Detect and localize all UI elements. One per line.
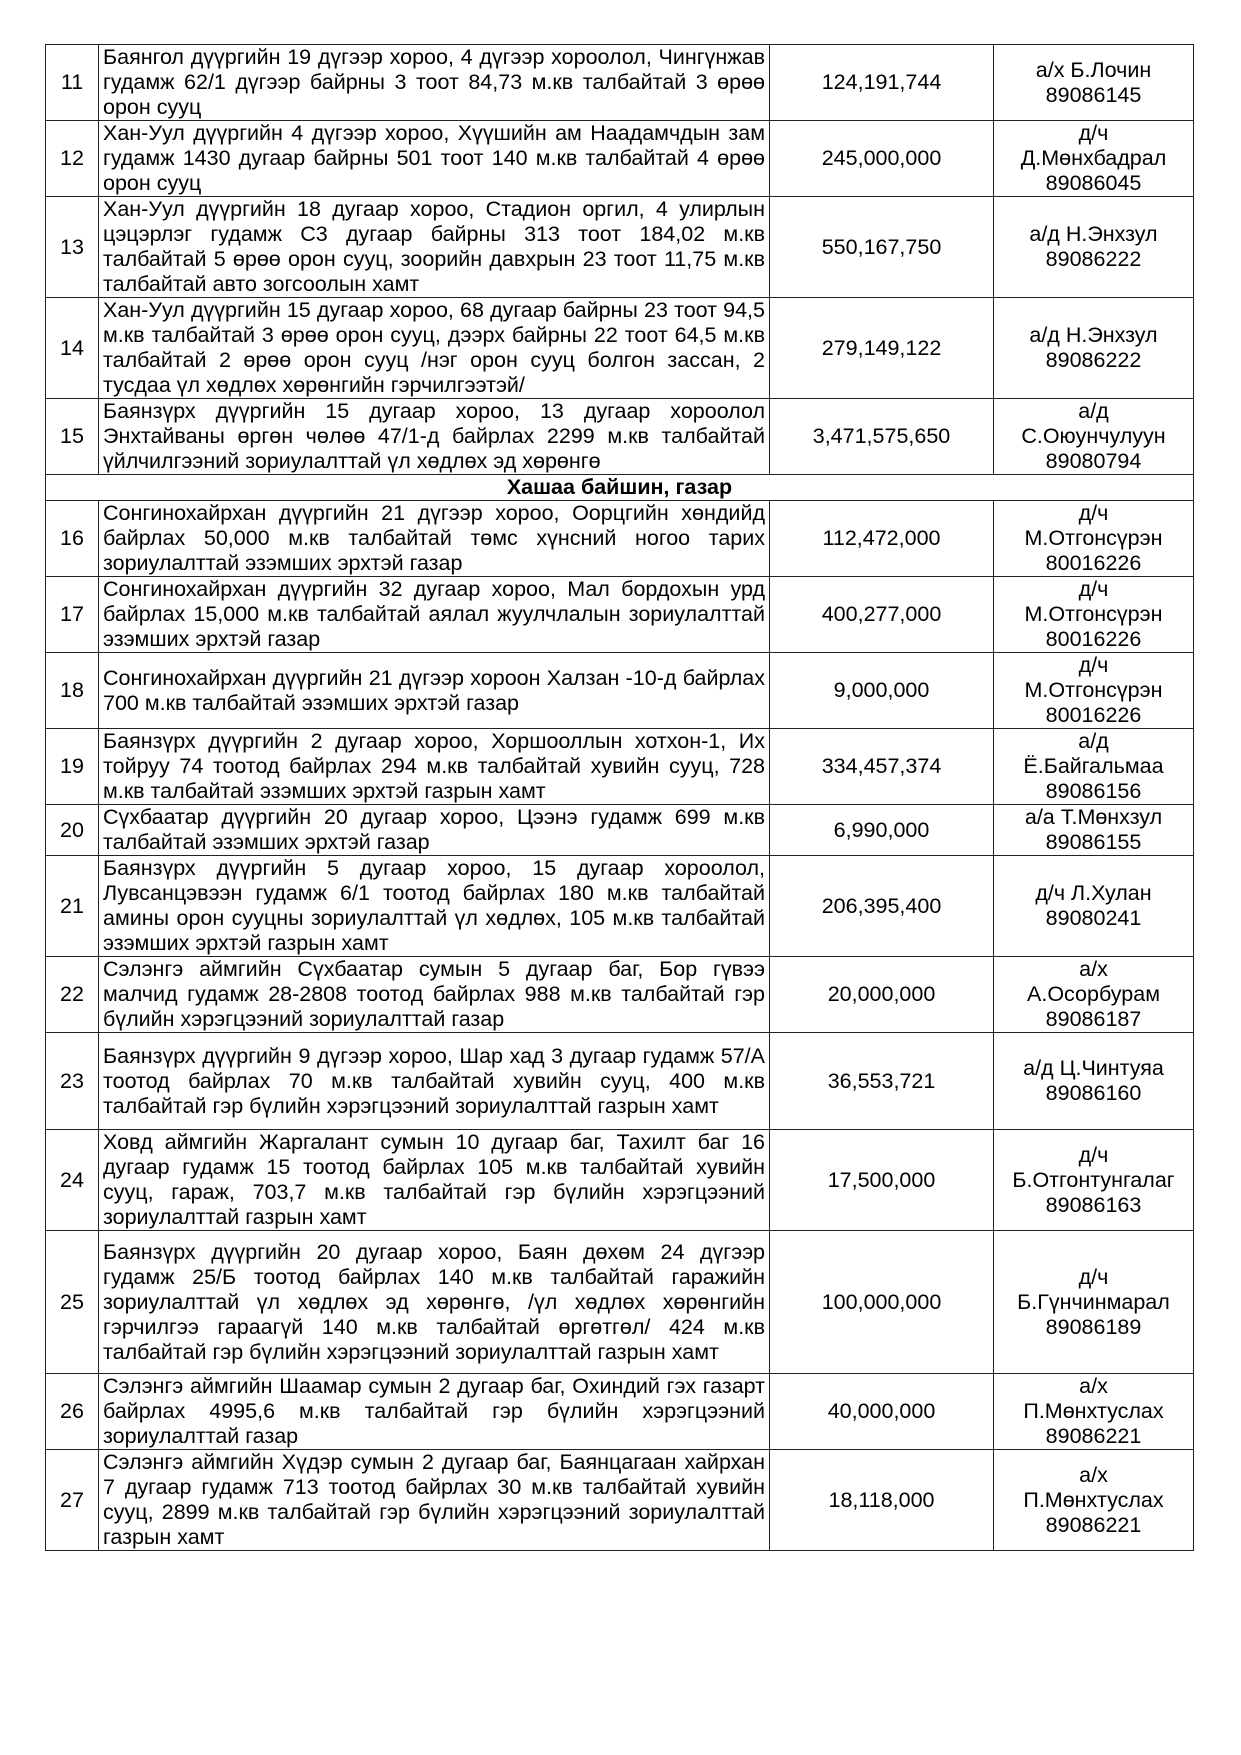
contact-cell xyxy=(994,1130,1194,1231)
property-price: 550,167,750 xyxy=(770,197,994,298)
contact-phone: 80016226 xyxy=(1045,627,1142,651)
table-row xyxy=(46,856,1194,957)
listing-table-body xyxy=(46,45,1194,1551)
contact-cell xyxy=(994,399,1194,475)
row-number: 13 xyxy=(46,197,99,298)
table-row xyxy=(46,1231,1194,1374)
contact-cell xyxy=(994,298,1194,399)
contact-cell xyxy=(994,45,1194,121)
row-number: 26 xyxy=(46,1374,99,1450)
row-number: 15 xyxy=(46,399,99,475)
property-price: 6,990,000 xyxy=(770,805,994,856)
contact-name: а/х Б.Лочин xyxy=(1035,57,1152,82)
row-number: 23 xyxy=(46,1033,99,1130)
row-number: 19 xyxy=(46,729,99,805)
property-description: Сонгинохайрхан дүүргийн 21 дүгээр хороо, Оорцгийн хөндийд байрлах 50,000 м.кв талбайтай төмс хүнсний ногоо тарих зориулалттай эзэмших эрхтэй газар xyxy=(99,501,770,577)
contact-phone: 89086156 xyxy=(1045,779,1142,803)
property-price: 400,277,000 xyxy=(770,577,994,653)
contact-name: Б.Гүнчинмарал xyxy=(1017,1289,1170,1314)
contact-phone: 89086155 xyxy=(1045,830,1142,854)
contact-role: д/ч xyxy=(1078,121,1109,145)
contact-phone: 89086222 xyxy=(1045,348,1142,372)
contact-phone: 89086045 xyxy=(1045,171,1142,195)
row-number: 18 xyxy=(46,653,99,729)
property-description: Сонгинохайрхан дүүргийн 21 дүгээр хороон Халзан -10-д байрлах 700 м.кв талбайтай эзэмших эрхтэй газар xyxy=(99,653,770,729)
property-description: Ховд аймгийн Жаргалант сумын 10 дугаар баг, Тахилт баг 16 дугаар гудамж 15 тоотод байрлах 105 м.кв талбайтай хувийн сууц, гараж, 703,7 м.кв талбайтай гэр бүлийн хэрэгцээний зориулалттай газрын хамт xyxy=(99,1130,770,1231)
contact-name: М.Отгонсүрэн xyxy=(1024,678,1163,702)
contact-name: П.Мөнхтуслах xyxy=(1023,1487,1164,1512)
contact-phone: 89086145 xyxy=(1045,82,1142,107)
contact-cell xyxy=(994,1231,1194,1374)
property-price: 245,000,000 xyxy=(770,121,994,197)
table-row xyxy=(46,1033,1194,1130)
table-row xyxy=(46,729,1194,805)
property-price: 17,500,000 xyxy=(770,1130,994,1231)
contact-phone: 89086221 xyxy=(1045,1424,1142,1448)
contact-cell xyxy=(994,1033,1194,1130)
property-price: 9,000,000 xyxy=(770,653,994,729)
row-number: 21 xyxy=(46,856,99,957)
table-row xyxy=(46,805,1194,856)
row-number: 14 xyxy=(46,298,99,399)
property-description: Баянзүрх дүүргийн 20 дугаар хороо, Баян дөхөм 24 дүгээр гудамж 25/Б тоотод байрлах 140 м.кв талбайтай гаражийн зориулалттай үл хөдлөх эд хөрөнгө, /үл хөдлөх хөрөнгийн гэрчилгээ гараагүй 140 м.кв талбайтай өргөтгөл/ 424 м.кв талбайтай гэр бүлийн хэрэгцээний зориулалттай газрын хамт xyxy=(99,1231,770,1374)
contact-name: Д.Мөнхбадрал xyxy=(1020,146,1167,170)
table-row xyxy=(46,298,1194,399)
contact-role: а/х xyxy=(1079,1462,1108,1487)
row-number: 12 xyxy=(46,121,99,197)
contact-name: П.Мөнхтуслах xyxy=(1023,1399,1164,1423)
property-description: Сэлэнгэ аймгийн Хүдэр сумын 2 дугаар баг, Баянцагаан хайрхан 7 дугаар гудамж 713 тоотод байрлах 30 м.кв талбайтай хувийн сууц, 2899 м.кв талбайтай гэр бүлийн хэрэгцээний зориулалттай газрын хамт xyxy=(99,1450,770,1551)
contact-cell xyxy=(994,1450,1194,1551)
table-row xyxy=(46,577,1194,653)
contact-role: а/х xyxy=(1079,957,1108,981)
table-row xyxy=(46,1450,1194,1551)
contact-role: д/ч xyxy=(1078,577,1109,601)
property-price: 3,471,575,650 xyxy=(770,399,994,475)
property-description: Баянзүрх дүүргийн 5 дугаар хороо, 15 дугаар хороолол, Лувсанцэвээн гудамж 6/1 тоотод байрлах 180 м.кв талбайтай амины орон сууцны зориулалттай үл хөдлөх, 105 м.кв талбайтай эзэмших эрхтэй газрын хамт xyxy=(99,856,770,957)
contact-phone: 89086221 xyxy=(1045,1512,1142,1537)
contact-cell xyxy=(994,501,1194,577)
contact-cell xyxy=(994,805,1194,856)
property-price: 36,553,721 xyxy=(770,1033,994,1130)
table-row xyxy=(46,399,1194,475)
table-row xyxy=(46,501,1194,577)
property-description: Сэлэнгэ аймгийн Сүхбаатар сумын 5 дугаар баг, Бор гүвээ малчид гудамж 28-2808 тоотод байрлах 988 м.кв талбайтай гэр бүлийн хэрэгцээний зориулалттай газар xyxy=(99,957,770,1033)
contact-cell xyxy=(994,197,1194,298)
contact-cell xyxy=(994,1374,1194,1450)
contact-phone: 89080241 xyxy=(1045,906,1142,930)
table-row xyxy=(46,121,1194,197)
section-header-row xyxy=(46,475,1194,501)
table-row xyxy=(46,653,1194,729)
contact-name: Ё.Байгальмаа xyxy=(1023,754,1164,778)
property-price: 40,000,000 xyxy=(770,1374,994,1450)
property-price: 279,149,122 xyxy=(770,298,994,399)
table-row xyxy=(46,957,1194,1033)
contact-role: а/д xyxy=(1078,399,1109,423)
property-price: 18,118,000 xyxy=(770,1450,994,1551)
contact-cell xyxy=(994,856,1194,957)
contact-name: А.Осорбурам xyxy=(1027,982,1160,1006)
property-description: Баянзүрх дүүргийн 15 дугаар хороо, 13 дугаар хороолол Энхтайваны өргөн чөлөө 47/1-д байрлах 2299 м.кв талбайтай үйлчилгээний зориулалттай үл хөдлөх эд хөрөнгө xyxy=(99,399,770,475)
property-price: 20,000,000 xyxy=(770,957,994,1033)
property-price: 334,457,374 xyxy=(770,729,994,805)
row-number: 22 xyxy=(46,957,99,1033)
table-row xyxy=(46,1374,1194,1450)
property-description: Сүхбаатар дүүргийн 20 дугаар хороо, Цээнэ гудамж 699 м.кв талбайтай эзэмших эрхтэй газар xyxy=(99,805,770,856)
property-listing-table xyxy=(45,44,1194,1551)
contact-role: д/ч xyxy=(1078,1142,1109,1167)
property-description: Хан-Уул дүүргийн 18 дугаар хороо, Стадион оргил, 4 улирлын цэцэрлэг гудамж С3 дугаар байрны 313 тоот 184,02 м.кв талбайтай 5 өрөө орон сууц, зоорийн давхрын 23 тоот 11,75 м.кв талбайтай авто зогсоолын хамт xyxy=(99,197,770,298)
property-price: 100,000,000 xyxy=(770,1231,994,1374)
contact-role: д/ч xyxy=(1078,501,1109,525)
property-description: Сонгинохайрхан дүүргийн 32 дугаар хороо, Мал бордохын урд байрлах 15,000 м.кв талбайтай аялал жуулчлалын зориулалттай эзэмших эрхтэй газар xyxy=(99,577,770,653)
row-number: 25 xyxy=(46,1231,99,1374)
table-row xyxy=(46,45,1194,121)
contact-name: С.Оюунчулуун xyxy=(1021,424,1166,448)
contact-cell xyxy=(994,729,1194,805)
row-number: 24 xyxy=(46,1130,99,1231)
contact-role: д/ч xyxy=(1078,1264,1109,1289)
property-description: Баянзүрх дүүргийн 2 дугаар хороо, Хоршооллын хотхон-1, Их тойруу 74 тоотод байрлах 294 м.кв талбайтай хувийн сууц, 728 м.кв талбайтай эзэмших эрхтэй газрын хамт xyxy=(99,729,770,805)
contact-phone: 89086189 xyxy=(1045,1314,1142,1339)
property-description: Баянгол дүүргийн 19 дүгээр хороо, 4 дүгээр хороолол, Чингүнжав гудамж 62/1 дүгээр байрны 3 тоот 84,73 м.кв талбайтай 3 өрөө орон сууц xyxy=(99,45,770,121)
property-description: Хан-Уул дүүргийн 15 дугаар хороо, 68 дугаар байрны 23 тоот 94,5 м.кв талбайтай 3 өрөө орон сууц, дээрх байрны 22 тоот 64,5 м.кв талбайтай 2 өрөө орон сууц /нэг орон сууц болгон зассан, 2 тусдаа үл хөдлөх хөрөнгийн гэрчилгээтэй/ xyxy=(99,298,770,399)
contact-name: Б.Отгонтунгалаг xyxy=(1012,1167,1175,1192)
contact-phone: 80016226 xyxy=(1045,703,1142,727)
contact-role: а/д xyxy=(1078,729,1109,753)
contact-phone: 89080794 xyxy=(1045,449,1142,473)
row-number: 27 xyxy=(46,1450,99,1551)
section-title: Хашаа байшин, газар xyxy=(46,475,1194,501)
row-number: 16 xyxy=(46,501,99,577)
contact-phone: 89086163 xyxy=(1045,1192,1142,1217)
contact-name: а/а Т.Мөнхзул xyxy=(1024,805,1163,829)
contact-phone: 89086160 xyxy=(1045,1081,1142,1105)
table-row xyxy=(46,197,1194,298)
property-price: 206,395,400 xyxy=(770,856,994,957)
row-number: 11 xyxy=(46,45,99,121)
contact-cell xyxy=(994,653,1194,729)
contact-name: М.Отгонсүрэн xyxy=(1024,602,1163,626)
property-description: Сэлэнгэ аймгийн Шаамар сумын 2 дугаар баг, Охиндий гэх газарт байрлах 4995,6 м.кв талбайтай гэр бүлийн хэрэгцээний зориулалттай газар xyxy=(99,1374,770,1450)
contact-phone: 89086222 xyxy=(1045,247,1142,271)
contact-cell xyxy=(994,577,1194,653)
contact-name: а/д Ц.Чинтуяа xyxy=(1023,1056,1164,1080)
property-description: Баянзүрх дүүргийн 9 дүгээр хороо, Шар хад 3 дугаар гудамж 57/А тоотод байрлах 70 м.кв талбайтай хувийн сууц, 400 м.кв талбайтай гэр бүлийн хэрэгцээний зориулалттай газрын хамт xyxy=(99,1033,770,1130)
contact-name: а/д Н.Энхзул xyxy=(1029,323,1158,347)
table-row xyxy=(46,1130,1194,1231)
contact-role: а/х xyxy=(1079,1374,1108,1398)
contact-name: М.Отгонсүрэн xyxy=(1024,526,1163,550)
contact-cell xyxy=(994,957,1194,1033)
property-price: 112,472,000 xyxy=(770,501,994,577)
row-number: 20 xyxy=(46,805,99,856)
contact-role: д/ч xyxy=(1078,653,1109,677)
contact-name: д/ч Л.Хулан xyxy=(1035,881,1152,905)
property-description: Хан-Уул дүүргийн 4 дүгээр хороо, Хүүшийн ам Наадамчдын зам гудамж 1430 дугаар байрны 501 тоот 140 м.кв талбайтай 4 өрөө орон сууц xyxy=(99,121,770,197)
contact-phone: 89086187 xyxy=(1045,1007,1142,1031)
contact-cell xyxy=(994,121,1194,197)
contact-name: а/д Н.Энхзул xyxy=(1029,222,1158,246)
property-price: 124,191,744 xyxy=(770,45,994,121)
contact-phone: 80016226 xyxy=(1045,551,1142,575)
row-number: 17 xyxy=(46,577,99,653)
